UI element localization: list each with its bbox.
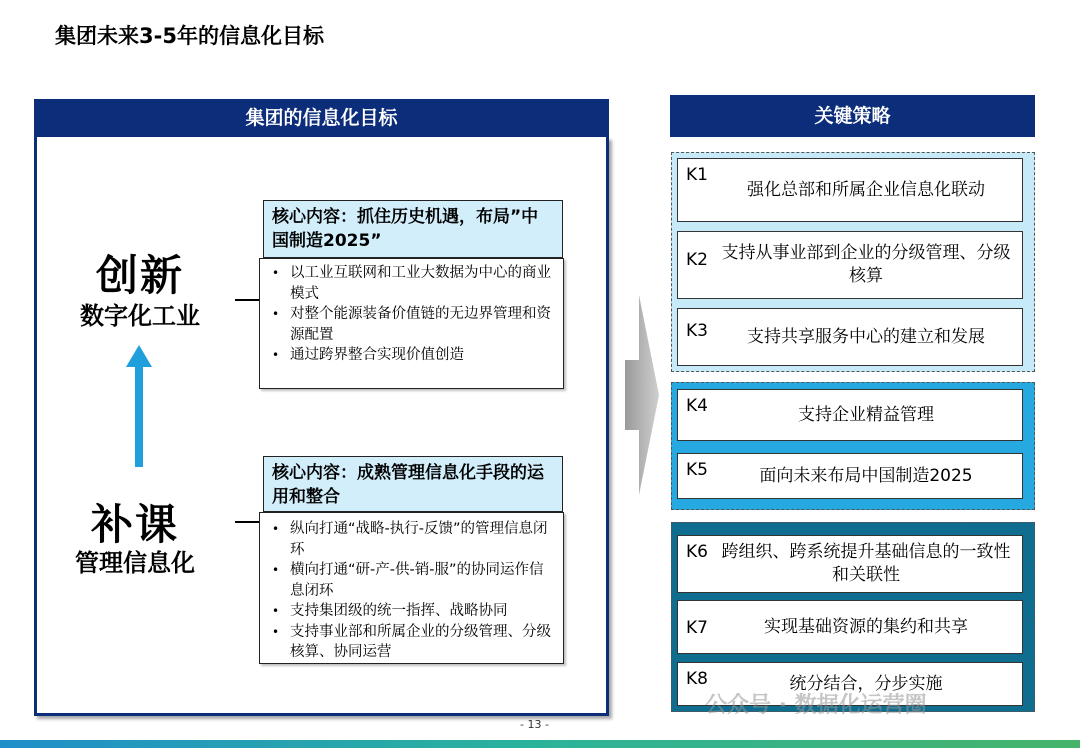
strategy-id: K5 bbox=[686, 460, 708, 480]
core-content-1-header: 核心内容：抓住历史机遇，布局”中国制造2025” bbox=[263, 200, 563, 258]
management-informatization-label: 管理信息化 bbox=[75, 549, 195, 577]
catchup-title: 补课 bbox=[90, 500, 179, 549]
core-1-item: • 对整个能源装备价值链的无边界管理和资源配置 bbox=[270, 304, 555, 345]
strategy-id: K7 bbox=[686, 618, 708, 638]
key-strategies-header: 关键策略 bbox=[670, 95, 1035, 137]
core-2-item: • 纵向打通“战略-执行-反馈”的管理信息闭环 bbox=[270, 519, 555, 560]
strategy-text: 强化总部和所属企业信息化联动 bbox=[747, 179, 985, 200]
strategy-id: K8 bbox=[686, 669, 708, 689]
right-arrow-icon bbox=[625, 295, 659, 495]
innovation-title: 创新 bbox=[95, 251, 184, 300]
strategy-k3 bbox=[677, 308, 1023, 366]
strategy-text: 面向未来布局中国制造2025 bbox=[759, 465, 973, 486]
connector-line-top bbox=[235, 299, 261, 301]
strategy-k2 bbox=[677, 231, 1023, 299]
strategy-id: K3 bbox=[686, 321, 708, 341]
strategy-k6 bbox=[677, 535, 1023, 593]
strategy-k1 bbox=[677, 158, 1023, 222]
core-1-item: • 以工业互联网和工业大数据为中心的商业模式 bbox=[270, 263, 555, 304]
strategy-id: K6 bbox=[686, 542, 708, 562]
connector-line-bottom bbox=[235, 521, 261, 523]
core-2-item: • 支持事业部和所属企业的分级管理、分级核算、协同运营 bbox=[270, 622, 555, 663]
watermark: 公众号 · 数据化运营圈 bbox=[705, 693, 927, 718]
strategy-text: 统分结合，分步实施 bbox=[789, 673, 943, 694]
strategy-id: K1 bbox=[686, 165, 708, 185]
strategy-k7 bbox=[677, 600, 1023, 654]
strategy-k4 bbox=[677, 389, 1023, 441]
core-1-item: • 通过跨界整合实现价值创造 bbox=[270, 345, 555, 366]
strategy-text: 支持企业精益管理 bbox=[798, 404, 934, 425]
strategy-id: K4 bbox=[686, 396, 708, 416]
digital-industry-label: 数字化工业 bbox=[80, 302, 200, 330]
page-number: - 13 - bbox=[520, 718, 549, 731]
up-arrow-icon bbox=[126, 345, 152, 467]
strategy-id: K2 bbox=[686, 250, 708, 270]
strategy-text: 支持共享服务中心的建立和发展 bbox=[747, 326, 985, 347]
core-2-item: • 横向打通“研-产-供-销-服”的协同运作信息闭环 bbox=[270, 560, 555, 601]
core-content-2-body bbox=[259, 512, 564, 664]
strategy-text: 跨组织、跨系统提升基础信息的一致性和关联性 bbox=[721, 542, 1011, 585]
left-panel-header: 集团的信息化目标 bbox=[34, 99, 609, 137]
page-title: 集团未来3-5年的信息化目标 bbox=[55, 24, 324, 48]
footer-gradient-bar bbox=[0, 740, 1080, 748]
core-content-1-body bbox=[259, 258, 564, 389]
core-content-2-header: 核心内容：成熟管理信息化手段的运用和整合 bbox=[263, 456, 563, 512]
strategy-text: 支持从事业部到企业的分级管理、分级核算 bbox=[721, 243, 1011, 286]
core-2-item: • 支持集团级的统一指挥、战略协同 bbox=[270, 601, 555, 622]
strategy-text: 实现基础资源的集约和共享 bbox=[764, 616, 968, 637]
strategy-k5 bbox=[677, 453, 1023, 499]
